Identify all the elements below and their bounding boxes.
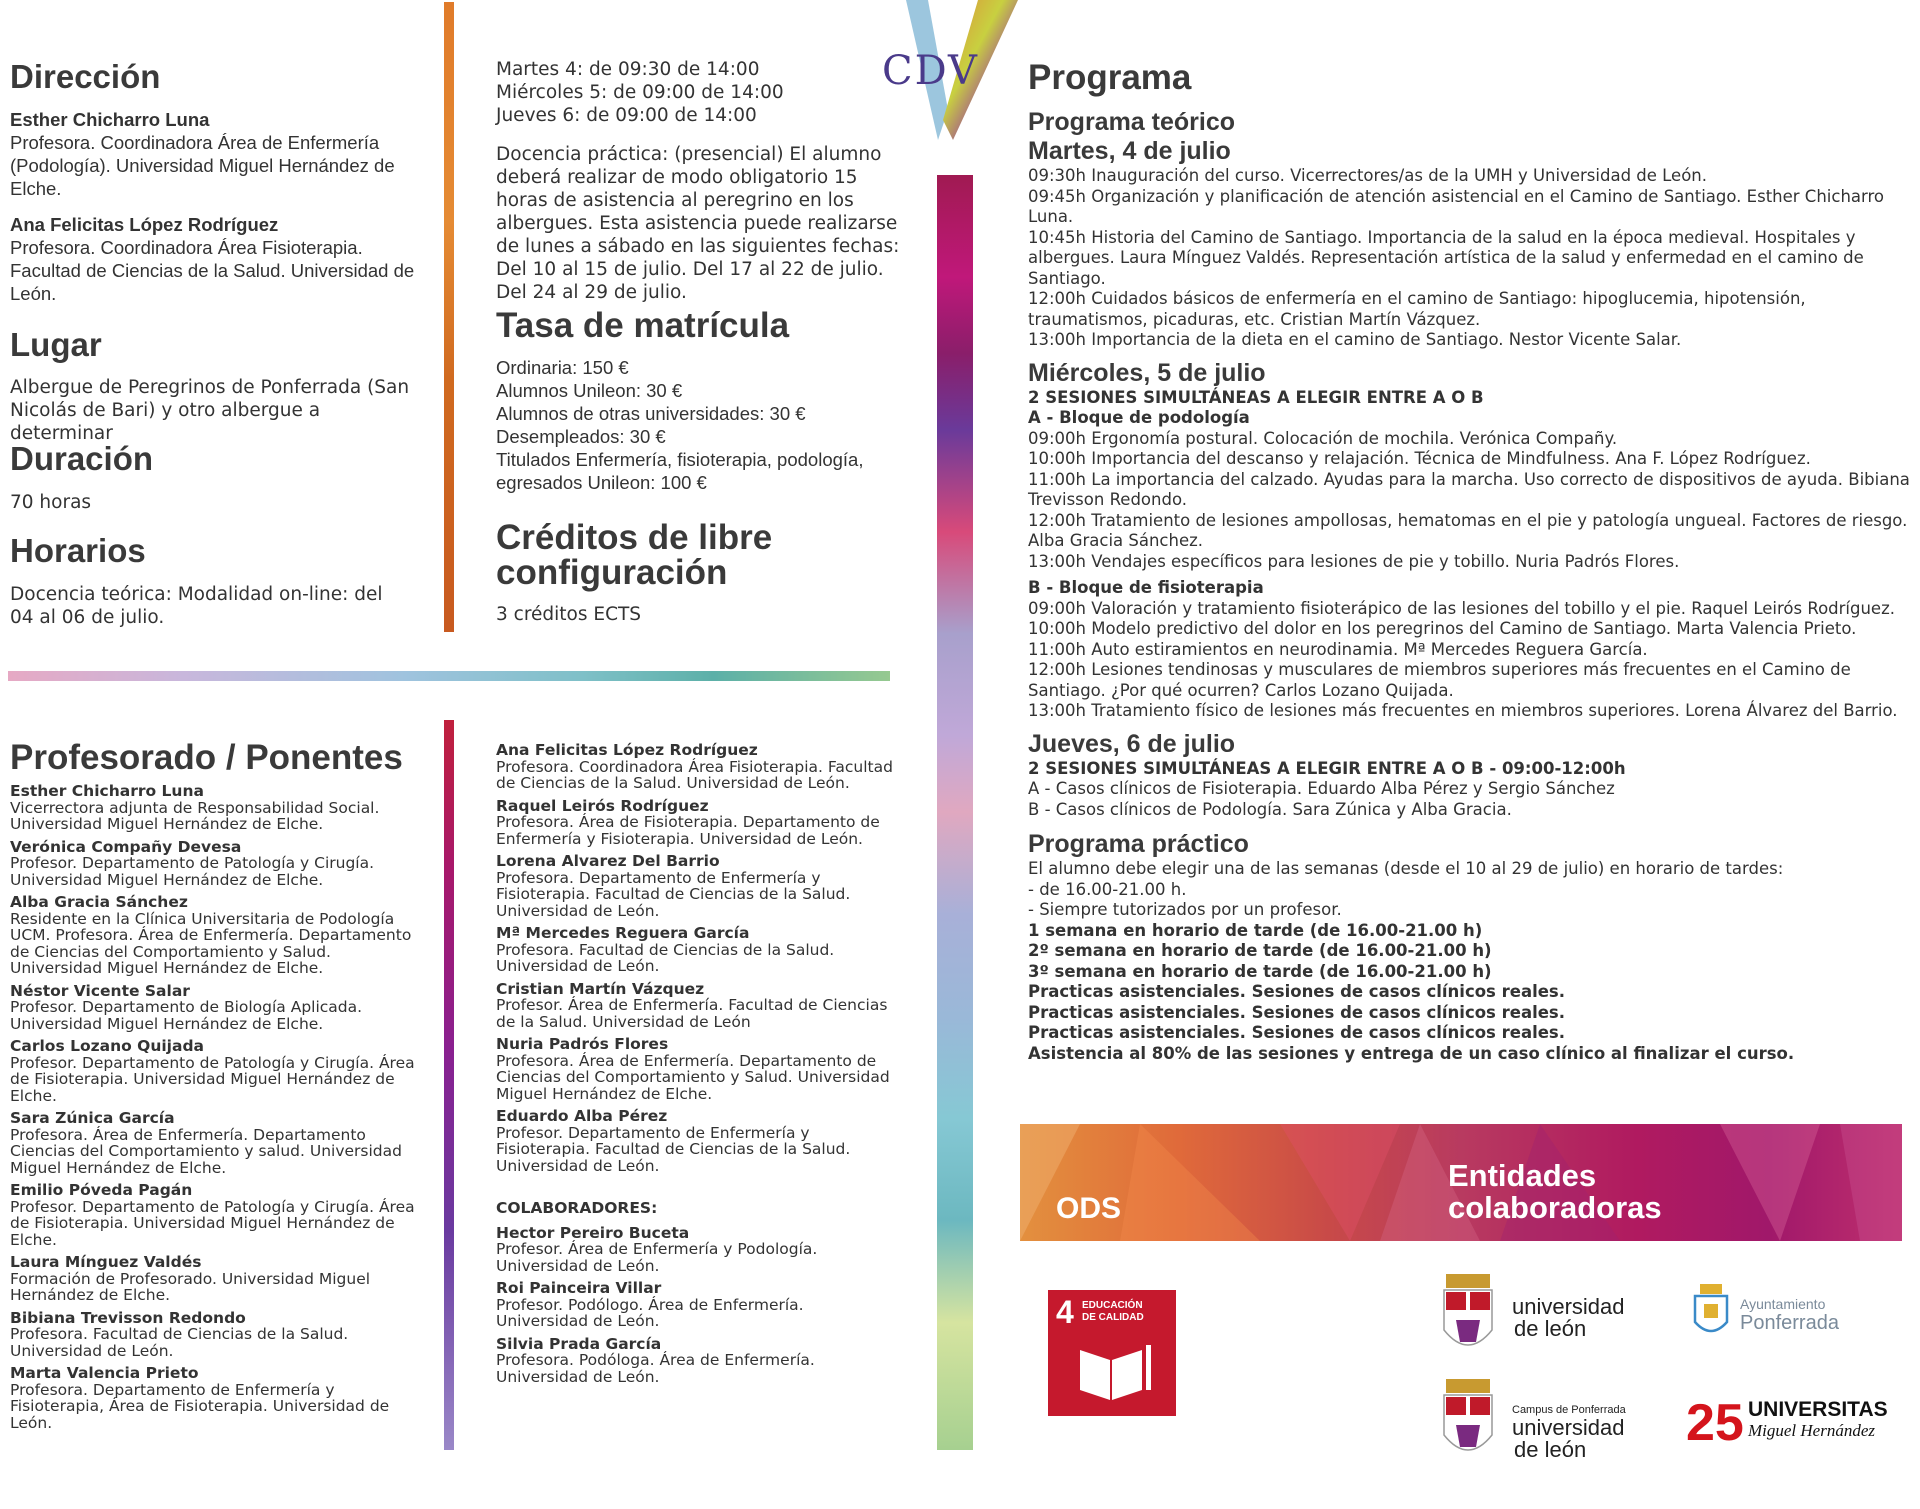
umh-number: 25 [1686, 1394, 1744, 1452]
tasa-line: Desempleados: 30 € [496, 426, 666, 447]
tasa-line: Alumnos de otras universidades: 30 € [496, 403, 806, 424]
ponente-desc: Profesora. Coordinadora Área Fisioterapia. Facultad de Ciencias de la Salud. Universidad de León. [496, 757, 893, 792]
ponente-desc: Formación de Profesorado. Universidad Miguel Hernández de Elche. [10, 1269, 371, 1304]
ponente-name: Laura Mínguez Valdés [10, 1253, 202, 1271]
ponente-desc: Profesor. Departamento de Patología y Cirugía. Área de Fisioterapia. Universidad Miguel Hernández de Elche. [10, 1197, 415, 1249]
ponente-name: Cristian Martín Vázquez [496, 979, 705, 998]
uleon-campus-shield-icon [1440, 1375, 1496, 1465]
programa-heading: Programa [1028, 58, 1192, 97]
ponente [496, 798, 896, 848]
ponente-name: Bibiana Trevisson Redondo [10, 1308, 246, 1327]
ponente-name: Emilio Póveda Pagán [10, 1181, 193, 1199]
programa-item: 12:00h Tratamiento de lesiones ampollosas, hematomas en el pie y patología ungueal. Factores de riesgo. Alba Gracia Sánchez. [1028, 510, 1908, 550]
programa-item: 09:00h Valoración y tratamiento fisioterápico de las lesiones del tobillo y el pie. Raquel Leirós Rodríguez. [1028, 598, 1895, 618]
umh-logo [1686, 1395, 1896, 1455]
lugar-heading: Lugar [10, 326, 102, 363]
practico-item: - Siempre tutorizados por un profesor. [1028, 900, 1342, 919]
sdg-line1: EDUCACIÓN [1082, 1300, 1143, 1311]
ponente [496, 1108, 896, 1174]
practico-item: El alumno debe elegir una de las semanas (desde el 10 al 29 de julio) en horario de tardes: [1028, 859, 1784, 878]
ponente [10, 839, 420, 889]
ponente-desc: Profesora. Área de Enfermería. Departamento Ciencias del Comportamiento y salud. Universidad Miguel Hernández de Elche. [10, 1125, 402, 1177]
profesorado-col2 [496, 742, 896, 1391]
colaborador [496, 1225, 896, 1275]
book-icon [1048, 1290, 1176, 1416]
profesorado-col1 [10, 783, 420, 1437]
director-name: Esther Chicharro Luna [10, 109, 210, 130]
ponente-desc: Profesor. Departamento de Patología y Cirugía. Universidad Miguel Hernández de Elche. [10, 854, 375, 889]
lugar-text: Albergue de Peregrinos de Ponferrada (San Nicolás de Bari) y otro albergue a determinar [10, 377, 410, 444]
tasa-line: Ordinaria: 150 € [496, 357, 629, 378]
uleon-campus-logo [1440, 1375, 1640, 1470]
colaborador-name: Silvia Prada García [496, 1334, 662, 1353]
colaborador-desc: Profesora. Podóloga. Área de Enfermería. Universidad de León. [496, 1351, 815, 1386]
jueves-subtitle: 2 SESIONES SIMULTÁNEAS A ELEGIR ENTRE A O B - 09:00-12:00h [1028, 758, 1626, 778]
uleon-line1: universidad [1512, 1294, 1625, 1319]
ponente-desc: Profesora. Departamento de Enfermería y Fisioterapia, Área de Fisioterapia. Universidad de León. [10, 1380, 390, 1432]
ponente [10, 983, 420, 1033]
bloque-a-title: A - Bloque de podología [1028, 408, 1250, 427]
umh-line2: Miguel Hernández [1748, 1421, 1876, 1440]
ponente [10, 783, 420, 833]
ponente [10, 1110, 420, 1176]
left-vertical-stripe-top [444, 2, 454, 632]
practica-text: Docencia práctica: (presencial) El alumno deberá realizar de modo obligatorio 15 horas de asistencia al peregrino en los albergues. Esta asistencia puede realizarse de lunes a sábado en las siguientes fechas: Del 10 al 15 de julio. Del 17 al 22 de julio. Del 24 al 29 de julio. [496, 144, 900, 303]
colaborador-name: Roi Painceira Villar [496, 1279, 662, 1297]
practico-item: 2º semana en horario de tarde (de 16.00-21.00 h) [1028, 941, 1492, 960]
ponente-name: Esther Chicharro Luna [10, 782, 204, 800]
schedule-line: Miércoles 5: de 09:00 de 14:00 [496, 82, 784, 103]
uleon-shield-icon [1440, 1270, 1496, 1360]
ponente [10, 1182, 420, 1248]
cdv-logo-letters: CDV [882, 48, 979, 94]
practico-item: 3º semana en horario de tarde (de 16.00-21.00 h) [1028, 961, 1492, 981]
ponente-name: Verónica Compañy Devesa [10, 837, 242, 856]
martes-heading: Martes, 4 de julio [1028, 137, 1231, 165]
programa-item: 11:00h Auto estiramientos en neurodinamia. Mª Mercedes Reguera García. [1028, 639, 1648, 659]
uleon-logo [1440, 1270, 1640, 1360]
programa-item: 10:00h Modelo predictivo del dolor en los peregrinos del Camino de Santiago. Marta Valencia Prieto. [1028, 619, 1857, 638]
programa-teorico-heading: Programa teórico [1028, 108, 1236, 136]
programa-item: 13:00h Tratamiento físico de lesiones más frecuentes en miembros superiores. Lorena Álvarez del Barrio. [1028, 701, 1898, 720]
sdg4-logo [1048, 1290, 1176, 1416]
ponente-name: Raquel Leirós Rodríguez [496, 796, 709, 815]
ponente [10, 894, 420, 977]
ponente-desc: Profesora. Área de Fisioterapia. Departamento de Enfermería y Fisioterapia. Universidad de León. [496, 813, 880, 848]
colaborador-name: Hector Pereiro Buceta [496, 1223, 690, 1242]
direccion-list [10, 108, 420, 305]
profesorado-heading: Profesorado / Ponentes [10, 738, 403, 777]
colaboradores-heading: COLABORADORES: [496, 1199, 658, 1217]
programa-item: 12:00h Cuidados básicos de enfermería en el camino de Santiago: hipoglucemia, hipotensión, traumatismos, picaduras, etc. Cristian Martín Vázquez. [1028, 289, 1806, 329]
colaborador-desc: Profesor. Podólogo. Área de Enfermería. Universidad de León. [496, 1295, 804, 1330]
bloque-a-list [1028, 429, 1918, 573]
ponente [10, 1310, 420, 1360]
entidades-label: Entidades colaboradoras [1448, 1158, 1662, 1225]
creditos-text: 3 créditos ECTS [496, 604, 642, 625]
horarios-text: Docencia teórica: Modalidad on-line: del 04 al 06 de julio. [10, 584, 383, 628]
ponente [10, 1365, 420, 1431]
bloque-b-list [1028, 599, 1918, 722]
uleon-campus-line1: universidad [1512, 1415, 1625, 1440]
ponente-desc: Profesor. Área de Enfermería. Facultad de Ciencias de la Salud. Universidad de León [496, 996, 888, 1031]
ponente [496, 925, 896, 975]
ponente-desc: Profesora. Facultad de Ciencias de la Salud. Universidad de León. [10, 1325, 349, 1360]
programa-item: 09:45h Organización y planificación de atención asistencial en el Camino de Santiago. Esther Chicharro Luna. [1028, 186, 1885, 226]
ponente-name: Eduardo Alba Pérez [496, 1107, 668, 1125]
colaborador-desc: Profesor. Área de Enfermería y Podología. Universidad de León. [496, 1240, 818, 1275]
ponente-desc: Profesora. Área de Enfermería. Departamento de Ciencias del Comportamiento y Salud. Universidad Miguel Hernández de Elche. [496, 1051, 890, 1103]
programa-item: 13:00h Vendajes específicos para lesiones de pie y tobillo. Nuria Padrós Flores. [1028, 551, 1680, 571]
ponente-name: Mª Mercedes Reguera García [496, 924, 750, 942]
ponente-name: Alba Gracia Sánchez [10, 893, 188, 911]
ponente [496, 742, 896, 792]
ponente [496, 853, 896, 919]
uleon-campus-line2: de león [1514, 1437, 1587, 1462]
programa-item: 10:45h Historia del Camino de Santiago. Importancia de la salud en la época medieval. Hospitales y albergues. Laura Mínguez Valdés. Representación artística de la salud y enfermedad en el camino de Santiago. [1028, 227, 1864, 288]
practico-item: Practicas asistenciales. Sesiones de casos clínicos reales. [1028, 982, 1566, 1001]
ponente-name: Ana Felicitas López Rodríguez [496, 741, 758, 759]
ponferrada-logo [1692, 1282, 1882, 1352]
ponente-desc: Profesora. Departamento de Enfermería y Fisioterapia. Facultad de Ciencias de la Salud. Universidad de León. [496, 868, 851, 920]
entidades-banner [1020, 1124, 1902, 1241]
programa-item: 09:30h Inauguración del curso. Vicerrectores/as de la UMH y Universidad de León. [1028, 166, 1708, 185]
colaborador [496, 1280, 896, 1330]
ponente-desc: Profesor. Departamento de Biología Aplicada. Universidad Miguel Hernández de Elche. [10, 998, 363, 1033]
ponente-desc: Residente en la Clínica Universitaria de Podología UCM. Profesora. Área de Enfermería. Departamento de Ciencias del Comportamiento y Salud. Universidad Miguel Hernández de Elche. [10, 909, 412, 977]
programa-item: B - Casos clínicos de Podología. Sara Zúnica y Alba Gracia. [1028, 799, 1512, 819]
center-vertical-stripe [937, 175, 973, 1450]
programa-item: A - Casos clínicos de Fisioterapia. Eduardo Alba Pérez y Sergio Sánchez [1028, 779, 1615, 798]
tasa-line: Titulados Enfermería, fisioterapia, podología, egresados Unileon: 100 € [496, 449, 864, 493]
director-name: Ana Felicitas López Rodríguez [10, 214, 279, 235]
ponferrada-line1: Ayuntamiento [1740, 1296, 1826, 1312]
director-desc: Profesora. Coordinadora Área de Enfermería (Podología). Universidad Miguel Hernández de Elche. [10, 132, 395, 199]
ponente-name: Marta Valencia Prieto [10, 1364, 199, 1382]
left-vertical-stripe-bottom [444, 720, 454, 1450]
ponente-desc: Profesor. Departamento de Patología y Cirugía. Área de Fisioterapia. Universidad Miguel Hernández de Elche. [10, 1053, 415, 1105]
schedule-line: Martes 4: de 09:30 de 14:00 [496, 59, 760, 80]
ponente [10, 1254, 420, 1304]
ponente-name: Néstor Vicente Salar [10, 981, 190, 1000]
duracion-text: 70 horas [10, 492, 92, 513]
practico-item: - de 16.00-21.00 h. [1028, 879, 1187, 899]
ponente [10, 1038, 420, 1104]
direccion-heading: Dirección [10, 58, 161, 95]
ponferrada-shield-icon [1692, 1282, 1730, 1342]
sdg-number: 4 [1056, 1294, 1074, 1330]
programa-item: 10:00h Importancia del descanso y relajación. Técnica de Mindfulness. Ana F. López Rodríguez. [1028, 449, 1811, 468]
sdg-line2: DE CALIDAD [1082, 1312, 1144, 1323]
duracion-heading: Duración [10, 440, 154, 477]
uleon-line2: de león [1514, 1316, 1587, 1341]
programa-item: 11:00h La importancia del calzado. Ayudas para la marcha. Uso correcto de dispositivos de ayuda. Bibiana Trevisson Redondo. [1028, 469, 1910, 509]
tasa-line: Alumnos Unileon: 30 € [496, 380, 683, 401]
ponente-desc: Profesora. Facultad de Ciencias de la Salud. Universidad de León. [496, 940, 835, 975]
horarios-heading: Horarios [10, 532, 146, 569]
jueves-heading: Jueves, 6 de julio [1028, 729, 1236, 758]
colaborador [496, 1336, 896, 1386]
ods-label: ODS [1056, 1192, 1122, 1225]
umh-line1: UNIVERSITAS [1748, 1398, 1888, 1421]
bloque-b-title: B - Bloque de fisioterapia [1028, 578, 1264, 597]
practico-item: Practicas asistenciales. Sesiones de casos clínicos reales. [1028, 1023, 1566, 1042]
practico-item: Asistencia al 80% de las sesiones y entrega de un caso clínico al finalizar el curso. [1028, 1043, 1795, 1063]
schedule-lines [496, 58, 916, 127]
director-1 [10, 108, 420, 200]
ponente-name: Nuria Padrós Flores [496, 1035, 669, 1053]
director-2 [10, 213, 420, 305]
practico-item: Practicas asistenciales. Sesiones de casos clínicos reales. [1028, 1002, 1566, 1022]
ponente [496, 1036, 896, 1102]
director-desc: Profesora. Coordinadora Área Fisioterapia. Facultad de Ciencias de la Salud. Universidad de León. [10, 237, 415, 304]
ponente-desc: Vicerrectora adjunta de Responsabilidad Social. Universidad Miguel Hernández de Elche. [10, 798, 380, 833]
tasa-heading: Tasa de matrícula [496, 306, 790, 345]
programa-item: 09:00h Ergonomía postural. Colocación de mochila. Verónica Compañy. [1028, 428, 1618, 448]
programa-item: 12:00h Lesiones tendinosas y musculares de miembros superiores más frecuentes en el Camino de Santiago. ¿Por qué ocurren? Carlos Lozano Quijada. [1028, 660, 1851, 700]
ponferrada-line2: Ponferrada [1740, 1312, 1839, 1334]
martes-list [1028, 166, 1918, 351]
practico-list [1028, 859, 1918, 1064]
ponente-name: Lorena Alvarez Del Barrio [496, 852, 720, 870]
ponente [496, 981, 896, 1031]
programa-item: 13:00h Importancia de la dieta en el camino de Santiago. Nestor Vicente Salar. [1028, 330, 1682, 349]
practico-heading: Programa práctico [1028, 830, 1249, 858]
programa-section [1028, 58, 1918, 1064]
practico-item: 1 semana en horario de tarde (de 16.00-21.00 h) [1028, 920, 1483, 940]
creditos-heading: Créditos de libre configuración [496, 518, 773, 592]
miercoles-subtitle: 2 SESIONES SIMULTÁNEAS A ELEGIR ENTRE A O B [1028, 387, 1484, 407]
ponente-name: Sara Zúnica García [10, 1109, 175, 1127]
miercoles-heading: Miércoles, 5 de julio [1028, 358, 1266, 387]
horizontal-stripe [8, 671, 890, 681]
schedule-line: Jueves 6: de 09:00 de 14:00 [496, 105, 757, 126]
tasa-list [496, 356, 876, 494]
ponente-desc: Profesor. Departamento de Enfermería y Fisioterapia. Facultad de Ciencias de la Salud. Universidad de León. [496, 1123, 851, 1175]
ponente-name: Carlos Lozano Quijada [10, 1037, 204, 1055]
uleon-campus-top: Campus de Ponferrada [1512, 1404, 1626, 1416]
